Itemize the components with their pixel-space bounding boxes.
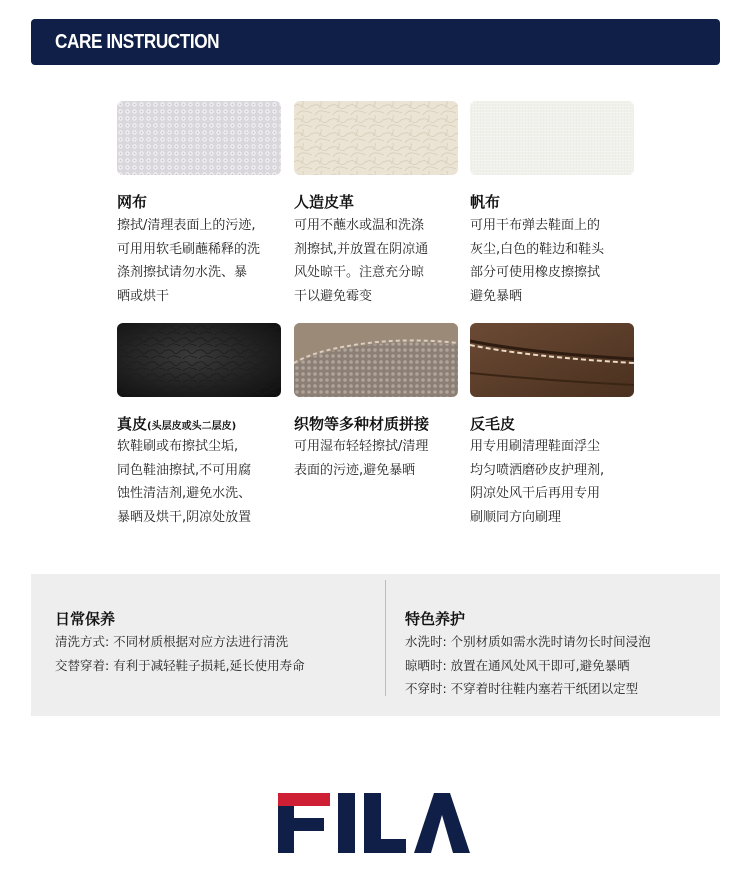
material-title-synthetic-leather: 人造皮革 — [294, 193, 355, 211]
material-subtitle-genuine-leather: (头层皮或头二层皮) — [147, 421, 237, 432]
material-desc-mesh: 擦拭/清理表面上的污迹, 可用用软毛刷蘸稀释的洗 涤剂擦拭请勿水洗、暴 晒或烘干 — [117, 218, 261, 304]
material-title-suede: 反毛皮 — [470, 415, 516, 433]
suede-texture-image — [470, 323, 634, 397]
material-title-mixed: 织物等多种材质拼接 — [294, 415, 430, 433]
header-title: CARE INSTRUCTION — [55, 31, 220, 53]
synthetic-leather-texture-image — [294, 101, 458, 175]
mixed-material-texture-image — [294, 323, 458, 397]
genuine-leather-texture-image — [117, 323, 281, 397]
care-instruction-header — [31, 19, 720, 65]
mesh-texture-image — [117, 101, 281, 175]
special-care-line: 水洗时: 个别材质如需水洗时请勿长时间浸泡 — [405, 634, 651, 649]
care-divider — [385, 580, 386, 696]
material-desc-suede: 用专用刷清理鞋面浮尘 均匀喷洒磨砂皮护理剂, 阴凉处风干后再用专用 刷顺同方向刷理 — [470, 439, 605, 525]
material-desc-genuine-leather: 软鞋刷或布擦拭尘垢, 同色鞋油擦拭,不可用腐 蚀性清洁剂,避免水洗、 暴晒及烘干,阴凉处放置 — [117, 439, 252, 525]
material-desc-mixed: 可用湿布轻轻擦拭/清理 表面的污迹,避免暴晒 — [294, 439, 429, 478]
material-desc-synthetic-leather: 可用不蘸水或温和洗涤 剂擦拭,并放置在阴凉通 风处晾干。注意充分晾 干以避免霉变 — [294, 218, 429, 304]
material-title-mesh: 网布 — [117, 193, 148, 211]
material-title-genuine-leather: 真皮(头层皮或头二层皮) — [117, 415, 237, 433]
special-care-title: 特色养护 — [405, 610, 466, 628]
canvas-texture-image — [470, 101, 634, 175]
fila-logo — [278, 793, 470, 853]
daily-care-title: 日常保养 — [55, 610, 116, 628]
special-care-line: 不穿时: 不穿着时往鞋内塞若干纸团以定型 — [405, 681, 639, 696]
daily-care-line: 交替穿着: 有利于减轻鞋子损耗,延长使用寿命 — [55, 658, 305, 673]
material-desc-canvas: 可用干布弹去鞋面上的 灰尘,白色的鞋边和鞋头 部分可使用橡皮擦擦拭 避免暴晒 — [470, 218, 605, 304]
material-title-canvas: 帆布 — [470, 193, 501, 211]
special-care-line: 晾晒时: 放置在通风处风干即可,避免暴晒 — [405, 658, 630, 673]
daily-care-line: 清洗方式: 不同材质根据对应方法进行清洗 — [55, 634, 289, 649]
